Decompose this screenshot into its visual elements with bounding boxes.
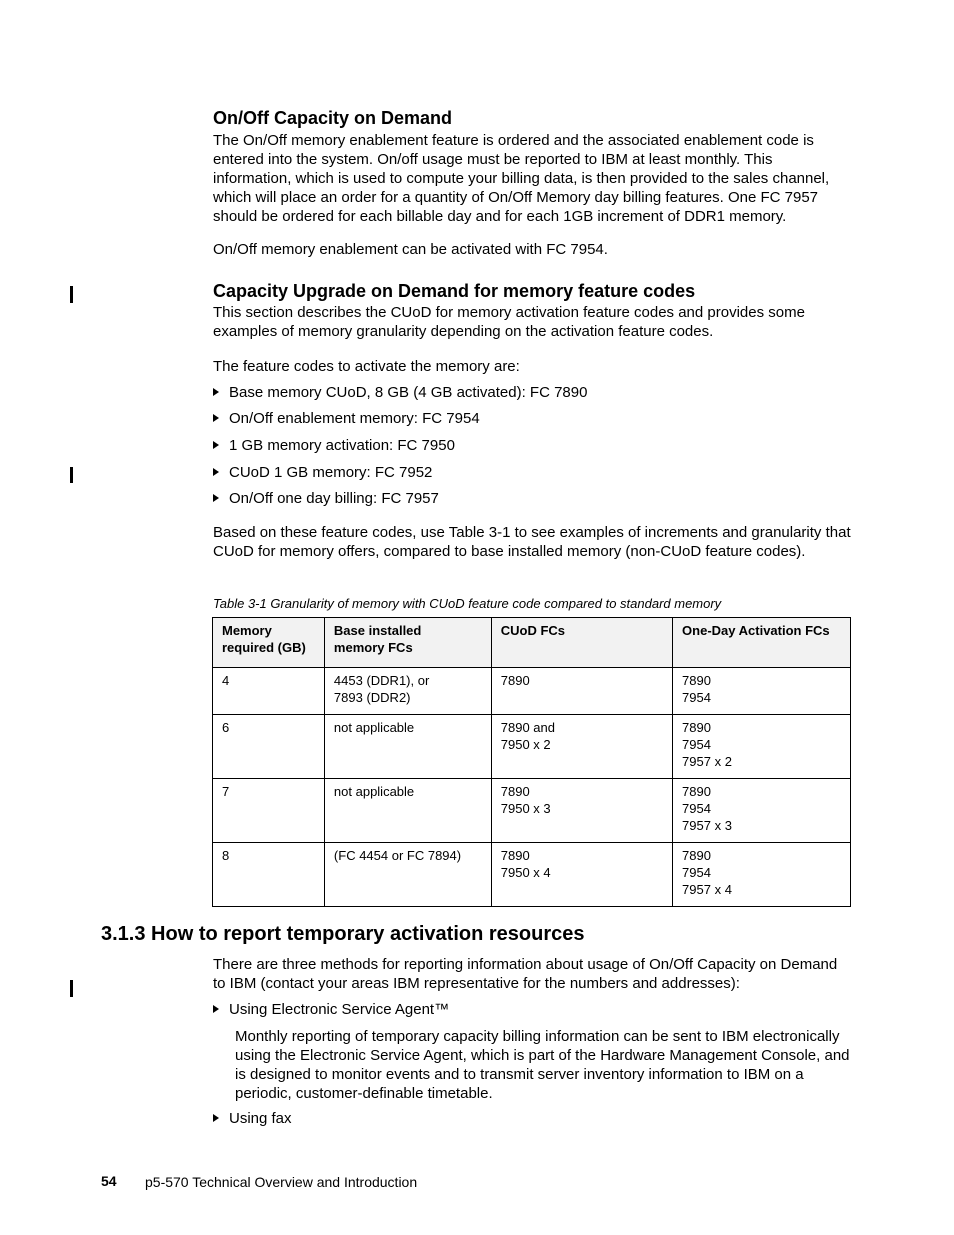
table-cell: 7890 7950 x 3 (491, 779, 672, 843)
list-item: 1 GB memory activation: FC 7950 (213, 436, 455, 455)
paragraph: Monthly reporting of temporary capacity billing information can be sent to IBM electronically using the Electronic Service Agent, which is part of the Hardware Management Console, and is designed to monitor events and to transmit server inventory information to IBM on a periodic, customer-definable timetable. (235, 1028, 850, 1102)
table-cell: 7890 7954 (673, 668, 851, 715)
table-row (213, 843, 851, 907)
header-cell: Memory required (GB) (213, 618, 325, 668)
table-header-row (213, 618, 851, 668)
table-cell: 7890 7954 7957 x 3 (673, 779, 851, 843)
table-cell: 7890 7954 7957 x 4 (673, 843, 851, 907)
table-cell: 7 (213, 779, 325, 843)
table-row (213, 779, 851, 843)
paragraph: There are three methods for reporting information about usage of On/Off Capacity on Demand to IBM (contact your areas IBM representative for the numbers and addresses): (213, 956, 838, 992)
bullet-arrow-icon (213, 388, 219, 396)
list-item: Base memory CUoD, 8 GB (4 GB activated): FC 7890 (213, 383, 587, 402)
page-number: 54 (101, 1173, 117, 1189)
footer-book-title: p5-570 Technical Overview and Introduction (145, 1174, 418, 1190)
table-cell: not applicable (324, 779, 491, 843)
paragraph: On/Off memory enablement can be activated with FC 7954. (213, 241, 608, 258)
bullet-arrow-icon (213, 441, 219, 449)
table-cell: 4 (213, 668, 325, 715)
change-bar (70, 980, 73, 997)
list-item: Using fax (213, 1109, 292, 1128)
paragraph: The On/Off memory enablement feature is ordered and the associated enablement code is entered into the system. On/off usage must be reported to IBM at least monthly. This information, which is used to compute your billing data, is then provided to the sales channel, which will place an order for a quantity of On/Off Memory day billing features. One FC 7957 should be ordered for each billable day and for each 1GB increment of DDR1 memory. (213, 132, 830, 225)
table-cell: 4453 (DDR1), or 7893 (DDR2) (324, 668, 491, 715)
bullet-arrow-icon (213, 1005, 219, 1013)
table-cell: 7890 (491, 668, 672, 715)
change-bar (70, 467, 73, 483)
table-cell: 6 (213, 715, 325, 779)
bullet-arrow-icon (213, 494, 219, 502)
table-cell: 7890 7954 7957 x 2 (673, 715, 851, 779)
list-item: On/Off enablement memory: FC 7954 (213, 409, 480, 428)
table-cell: 7890 and 7950 x 2 (491, 715, 672, 779)
table-row (213, 715, 851, 779)
header-cell: CUoD FCs (491, 618, 672, 668)
table-cell: 8 (213, 843, 325, 907)
bullet-arrow-icon (213, 414, 219, 422)
change-bar (70, 286, 73, 303)
paragraph: This section describes the CUoD for memory activation feature codes and provides some examples of memory granularity depending on the activation feature codes. (213, 304, 805, 340)
section-heading-onoff: On/Off Capacity on Demand (213, 108, 453, 128)
bullet-arrow-icon (213, 468, 219, 476)
paragraph: The feature codes to activate the memory are: (213, 358, 520, 375)
section-heading-cuod: Capacity Upgrade on Demand for memory feature codes (213, 281, 696, 301)
list-item: Using Electronic Service Agent™ (213, 1000, 449, 1019)
table-row (213, 668, 851, 715)
table-cell: not applicable (324, 715, 491, 779)
header-cell: Base installed memory FCs (324, 618, 491, 668)
section-heading-report: 3.1.3 How to report temporary activation resources (101, 923, 585, 945)
table-cell: 7890 7950 x 4 (491, 843, 672, 907)
table-cell: (FC 4454 or FC 7894) (324, 843, 491, 907)
paragraph: Based on these feature codes, use Table 3-1 to see examples of increments and granularity that CUoD for memory offers, compared to base installed memory (non-CUoD feature codes). (213, 524, 851, 560)
list-item: CUoD 1 GB memory: FC 7952 (213, 463, 432, 482)
table-caption: Table 3-1 Granularity of memory with CUoD feature code compared to standard memory (213, 596, 722, 611)
list-item: On/Off one day billing: FC 7957 (213, 489, 439, 508)
bullet-arrow-icon (213, 1114, 219, 1122)
memory-granularity-table (212, 617, 851, 907)
header-cell: One-Day Activation FCs (673, 618, 851, 668)
